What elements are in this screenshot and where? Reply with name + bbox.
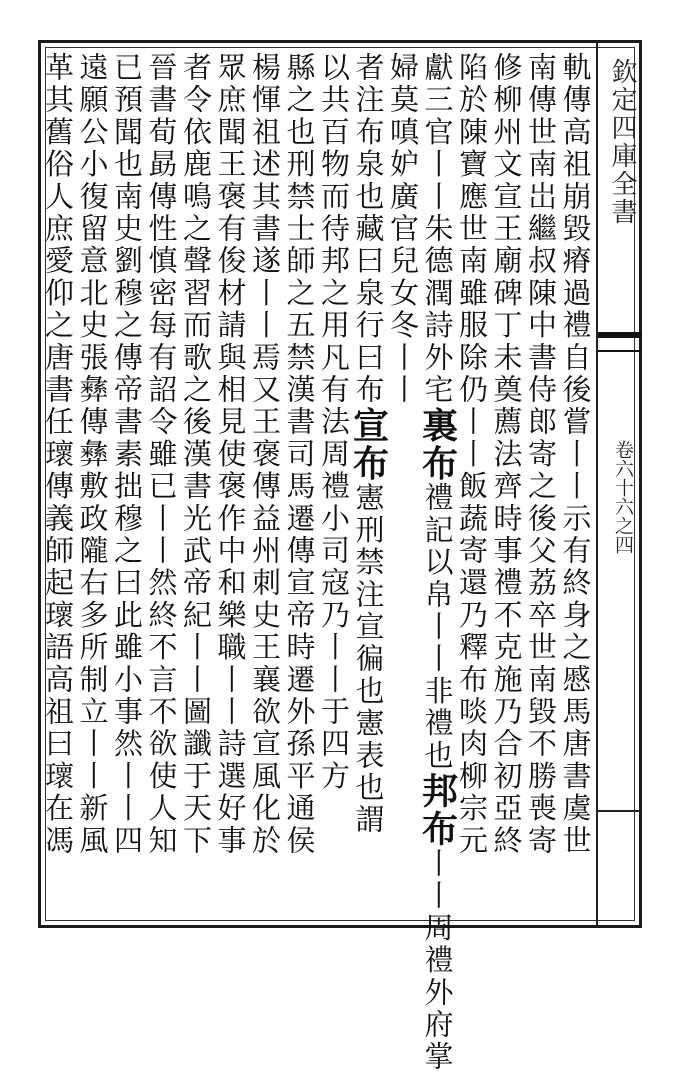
column-text: 南傳世南岀繼叔陳中書侍郎寄之後父荔卒世南毀不勝喪寄 <box>524 52 558 857</box>
text-column-12 <box>179 52 218 912</box>
column-text: 以共百物而待邦之用凡有法 <box>317 52 351 439</box>
text-column-9 <box>282 52 322 912</box>
column-text: 婦莫嗔妒廣官兒女冬丨丨 <box>386 52 420 407</box>
column-text: 丨丨周禮外府掌 <box>420 848 455 1073</box>
column-text: 晉書荀勗傳性慎密每有詔令雖已丨丨然終不言不欲使人知 <box>144 52 179 857</box>
column-text: 陷於陳寶應世南雖服除仍丨丨飯蔬寄還乃釋布啖肉柳宗元 <box>455 52 489 857</box>
text-column-7 <box>347 52 391 912</box>
column-text: 已預聞也南史劉穆之傳帝書素拙穆之曰此雖小事然丨丨四 <box>110 52 144 857</box>
column-text: 軌傳高祖崩毀瘠過禮自後嘗丨丨示有終身之慼馬唐書虞世 <box>558 52 593 857</box>
text-column-10 <box>248 52 287 912</box>
column-text: 修柳州文宣王廟碑丁未奠薦法齊時事禮不克施乃合初亞終 <box>489 52 524 857</box>
margin-rule <box>598 810 642 812</box>
text-column-13 <box>144 52 184 912</box>
column-text: 縣之也刑禁士師之五禁漢書司馬遷傳宣帝時遷外孫平通侯 <box>282 52 317 857</box>
text-column-2 <box>524 52 563 912</box>
column-text: 憲刑禁注宣徧也憲表也謂 <box>351 482 386 837</box>
column-text: 遠願公小復留意北史張彝傳彝敷政隴右多所制立丨丨新風 <box>75 52 110 857</box>
entry-heading-bangbu: 邦布 <box>416 772 459 849</box>
text-column-14 <box>110 52 149 912</box>
column-text: 革其舊俗人庶愛仰之唐書任瓌傳義師起瓌語高祖曰瓌在馮 <box>41 52 75 857</box>
collection-title: 欽定四庫全書 <box>607 58 637 226</box>
text-column-4 <box>455 52 494 912</box>
entry-heading-guobu: 裏布 <box>416 406 459 483</box>
entry-heading-xuanbu: 宣布 <box>347 406 390 483</box>
column-text: 者注布泉也藏曰泉行曰布 <box>351 52 386 407</box>
text-column-8 <box>317 52 356 912</box>
text-column-11 <box>213 52 253 912</box>
column-text: 楊惲祖述其書遂丨丨焉又王褒傳益州刺史王襄欲宣風化於 <box>248 52 282 857</box>
text-column-15 <box>75 52 115 912</box>
column-text: 眾庶聞王褒有俊材請與相見使褒作中和樂職丨丨詩選好事 <box>213 52 248 857</box>
text-column-6 <box>386 52 425 912</box>
text-column-16 <box>41 52 80 912</box>
column-text: 周禮小司寇乃丨丨于四方 <box>317 438 351 793</box>
text-column-5 <box>416 52 460 1073</box>
fishtail-mark <box>598 332 642 352</box>
column-text: 獻三官丨丨朱德潤詩外宅 <box>420 52 455 407</box>
page-margin-header <box>596 40 642 928</box>
text-column-3 <box>489 52 529 912</box>
column-text: 者令依鹿鳴之聲習而歌之後漢書光武帝紀丨丨圖讖于天下 <box>179 52 213 857</box>
volume-label: 卷六十六之四 <box>612 440 634 554</box>
text-column-1 <box>558 52 598 912</box>
column-text: 禮記以帛丨丨非禮也 <box>420 482 455 773</box>
